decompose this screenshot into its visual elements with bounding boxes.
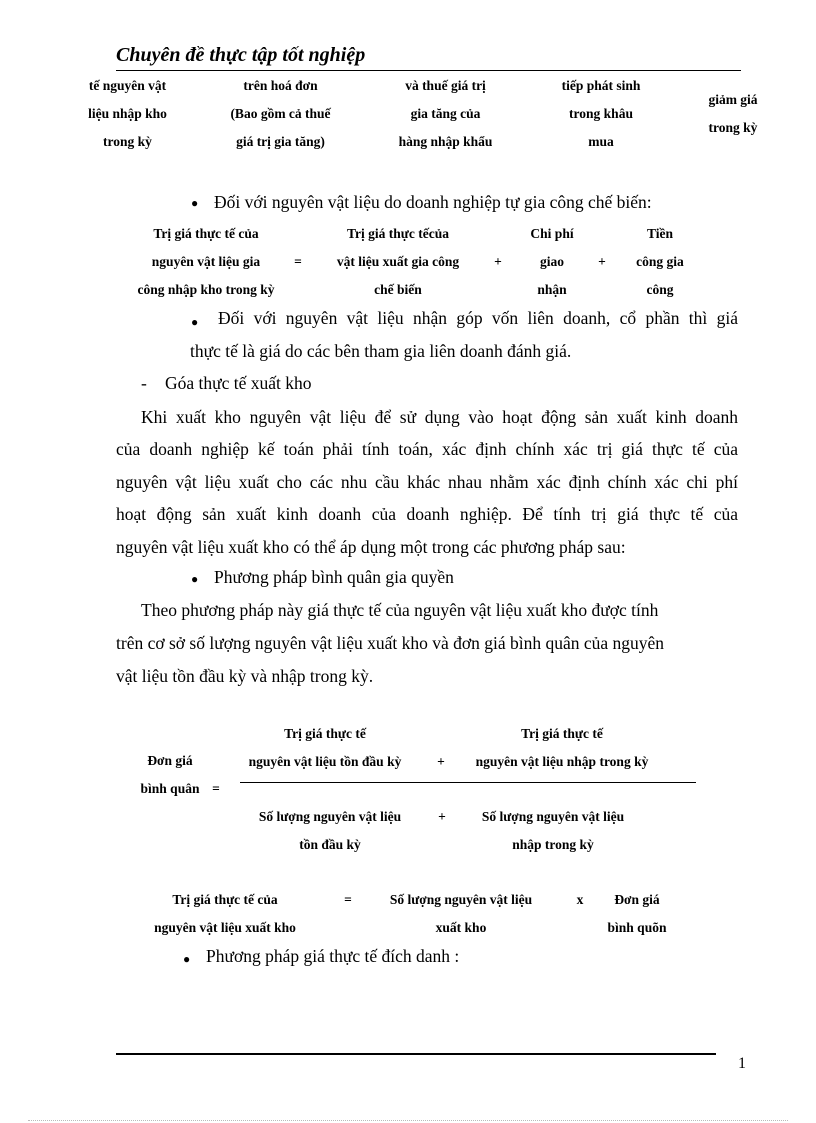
table-cell: liệu nhập kho xyxy=(88,106,167,121)
table-cell: tiếp phát sinh xyxy=(561,78,641,93)
plus-sign: + xyxy=(438,809,446,824)
bullet-icon: ● xyxy=(191,196,199,210)
bullet-text: Phương pháp bình quân gia quyền xyxy=(214,567,454,587)
bullet-text: Đối với nguyên vật liệu do doanh nghiệp tự gia công chế biến: xyxy=(214,192,652,212)
formula-text: bình quân xyxy=(140,781,200,796)
formula-text: Chi phí xyxy=(530,226,574,241)
paragraph-line: vật liệu tồn đầu kỳ và nhập trong kỳ. xyxy=(116,666,374,686)
equals-sign: = xyxy=(344,892,352,907)
formula-text: bình quõn xyxy=(607,920,667,935)
section-marker: - xyxy=(141,373,147,393)
bullet-icon: ● xyxy=(183,952,191,966)
bullet-icon: ● xyxy=(191,572,199,586)
formula-term xyxy=(116,220,296,304)
table-cell: trong kỳ xyxy=(708,120,758,135)
formula-text: Đơn giá xyxy=(147,753,193,768)
formula-term xyxy=(318,220,478,304)
table-cell: giá trị gia tăng) xyxy=(236,134,325,149)
table-col-1 xyxy=(70,72,185,156)
formula-text: Số lượng nguyên vật liệu xyxy=(481,809,625,824)
formula-text: nhập trong kỳ xyxy=(512,837,594,852)
formula-text: Trị giá thực tế xyxy=(284,726,366,741)
formula-lhs xyxy=(130,886,320,942)
denominator-term xyxy=(455,803,651,859)
plus-sign: + xyxy=(598,254,606,269)
formula-text: Đơn giá xyxy=(614,892,660,907)
formula-text: Tiền xyxy=(646,226,673,241)
formula-text: Trị giá thực tế của xyxy=(172,892,278,907)
formula-text: công gia xyxy=(636,254,684,269)
formula-text: công nhập kho trong kỳ xyxy=(137,282,275,297)
formula-text: tồn đầu kỳ xyxy=(299,837,361,852)
table-cell: trong kỳ xyxy=(103,134,152,149)
table-cell: (Bao gồm cả thuế xyxy=(230,106,331,121)
numerator-term xyxy=(230,720,420,776)
table-col-4 xyxy=(540,72,662,156)
equals-sign: = xyxy=(212,781,220,796)
formula-term xyxy=(366,886,556,942)
bullet-text: Đối với nguyên vật liệu nhận góp vốn liên doanh, cổ phần thì giá xyxy=(218,308,738,328)
paragraph-line: nguyên vật liệu xuất kho có thể áp dụng một trong các phương pháp sau: xyxy=(116,537,626,557)
paragraph-line: nguyên vật liệu xuất cho các nhu cầu khác nhau nhằm xác định chính xác chi phí xyxy=(116,472,738,492)
table-cell: và thuế giá trị xyxy=(405,78,486,93)
formula-text: nguyên vật liệu tồn đầu kỳ xyxy=(248,754,402,769)
header-divider xyxy=(116,70,741,71)
formula-term xyxy=(620,220,700,304)
section-title: Góa thực tế xuất kho xyxy=(165,373,312,393)
formula-text: Số lượng nguyên vật liệu xyxy=(258,809,402,824)
table-col-5 xyxy=(690,86,776,142)
table-col-2 xyxy=(208,72,353,156)
plus-sign: + xyxy=(437,754,445,769)
formula-text: Trị giá thực tế của xyxy=(153,226,259,241)
multiply-sign: x xyxy=(576,892,584,907)
formula-lhs xyxy=(120,747,220,803)
formula-term xyxy=(512,220,592,304)
numerator-term xyxy=(452,720,672,776)
bullet-icon: ● xyxy=(191,315,199,329)
formula-text: chế biến xyxy=(374,282,422,297)
denominator-term xyxy=(230,803,430,859)
formula-text: nhận xyxy=(537,282,567,297)
table-cell: trong khâu xyxy=(569,106,633,121)
bullet-text: Phương pháp giá thực tế đích danh : xyxy=(206,946,460,966)
formula-text: giao xyxy=(539,254,564,269)
paragraph-line: của doanh nghiệp kế toán phải tính toán, xác định chính xác trị giá thực tế của xyxy=(116,439,738,459)
formula-text: Trị giá thực tế xyxy=(521,726,603,741)
page-number: 1 xyxy=(738,1055,746,1072)
table-cell: giảm giá xyxy=(708,92,758,107)
table-cell: tế nguyên vật xyxy=(88,78,167,93)
table-col-3 xyxy=(378,72,513,156)
header-title: Chuyên đề thực tập tốt nghiệp xyxy=(116,44,366,66)
paragraph-line: Theo phương pháp này giá thực tế của nguyên vật liệu xuất kho được tính xyxy=(141,600,659,620)
formula-text: nguyên vật liệu nhập trong kỳ xyxy=(475,754,649,769)
paragraph-line: Khi xuất kho nguyên vật liệu để sử dụng vào hoạt động sản xuất kinh doanh xyxy=(141,407,738,427)
fraction-bar xyxy=(240,782,696,783)
formula-text: nguyên vật liệu gia xyxy=(151,254,261,269)
bullet-text: thực tế là giá do các bên tham gia liên doanh đánh giá. xyxy=(190,341,572,361)
formula-text: Số lượng nguyên vật liệu xyxy=(389,892,533,907)
formula-text: nguyên vật liệu xuất kho xyxy=(154,920,296,935)
table-cell: hàng nhập khẩu xyxy=(398,134,493,149)
page-edge xyxy=(28,1120,788,1121)
table-cell: gia tăng của xyxy=(410,106,481,121)
equals-sign: = xyxy=(294,254,302,269)
formula-text: vật liệu xuất gia công xyxy=(336,254,460,269)
plus-sign: + xyxy=(494,254,502,269)
paragraph-line: hoạt động sản xuất kinh doanh của doanh nghiệp. Để tính trị giá thực tế của xyxy=(116,504,738,524)
formula-text: xuất kho xyxy=(435,920,487,935)
formula-term xyxy=(592,886,682,942)
paragraph-line: trên cơ sở số lượng nguyên vật liệu xuất kho và đơn giá bình quân của nguyên xyxy=(116,633,665,653)
footer-divider xyxy=(116,1053,716,1055)
formula-text: công xyxy=(646,282,674,297)
formula-text: Trị giá thực tếcủa xyxy=(347,226,449,241)
table-cell: mua xyxy=(588,134,614,149)
table-cell: trên hoá đơn xyxy=(243,78,318,93)
